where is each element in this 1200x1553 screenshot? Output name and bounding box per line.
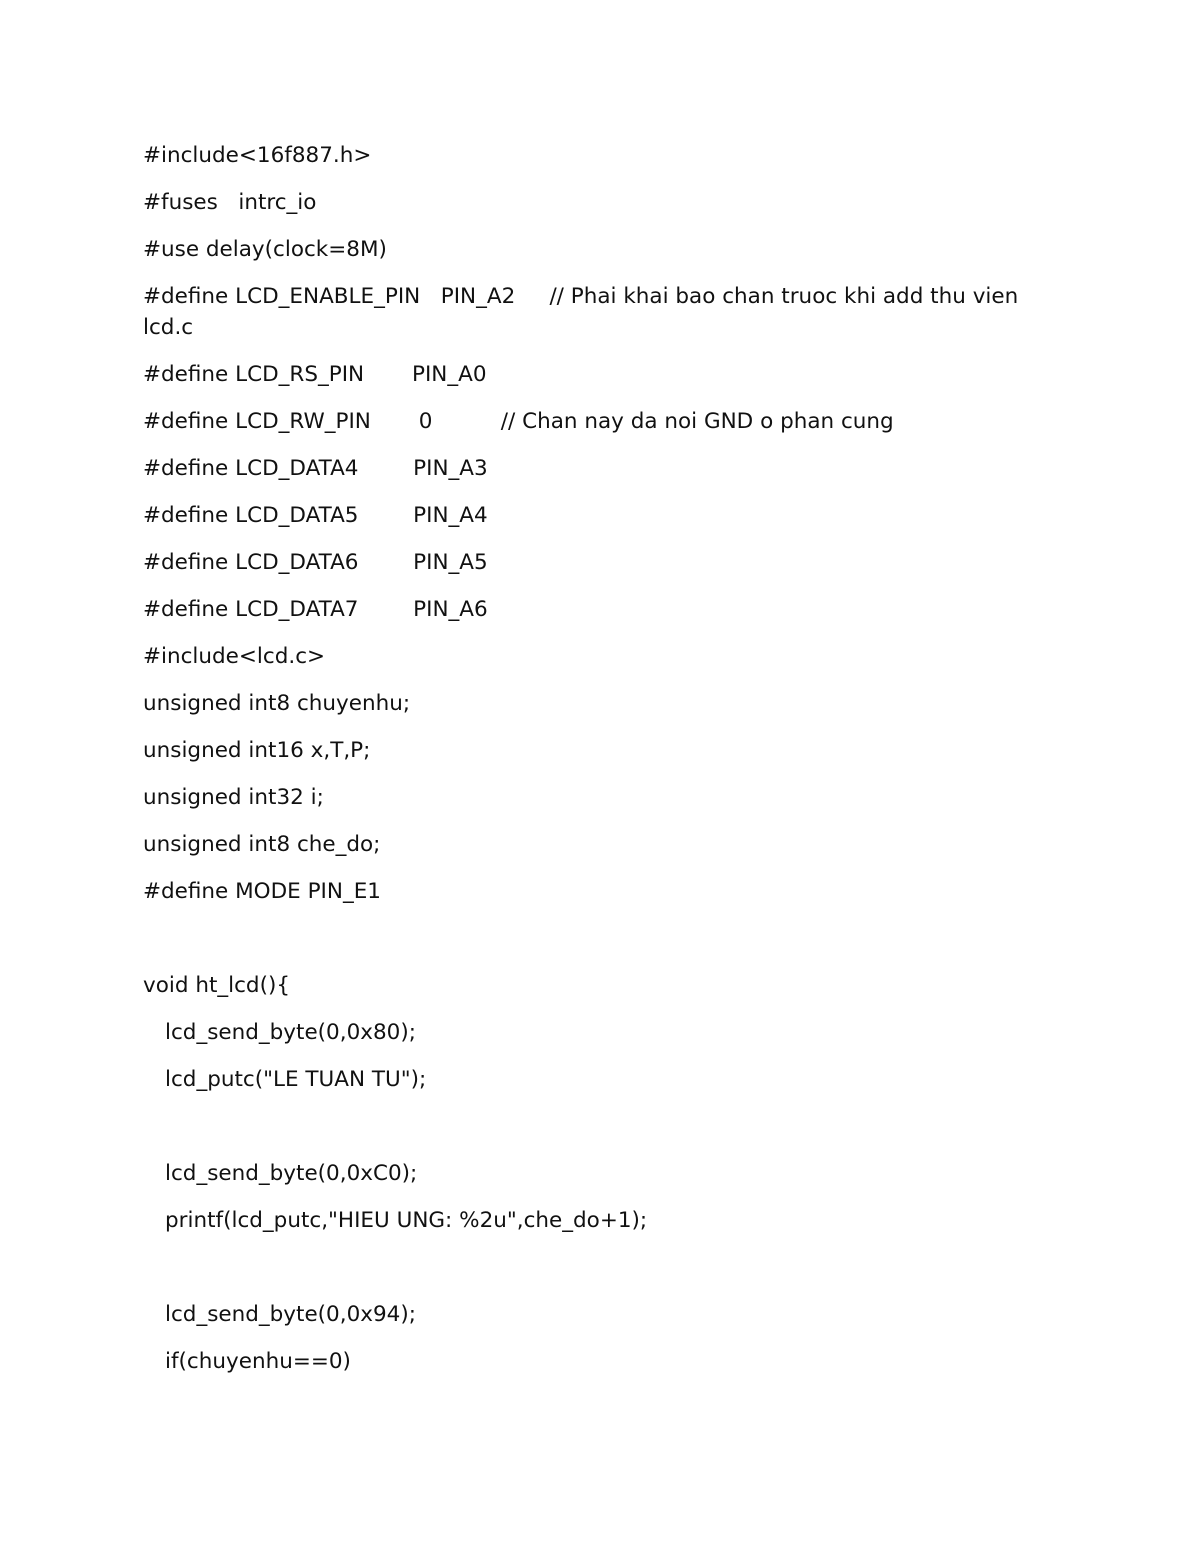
code-listing [143,140,1043,1393]
code-line-include-16f887: #include<16f887.h> [143,143,372,168]
code-line-fuses: #fuses intrc_io [143,190,317,215]
code-line-blank [143,1252,1043,1283]
code-line-define-lcd-data7: #define LCD_DATA7 PIN_A6 [143,597,488,622]
code-line-define-lcd-rs-pin: #define LCD_RS_PIN PIN_A0 [143,362,487,387]
code-line-var-chuyenhu: unsigned int8 chuyenhu; [143,691,411,716]
code-line-define-lcd-enable-pin: #define LCD_ENABLE_PIN PIN_A2 // Phai khai bao chan truoc khi add thu vien lcd.c [143,284,1026,340]
code-line-define-lcd-data4: #define LCD_DATA4 PIN_A3 [143,456,488,481]
code-line-blank [143,1111,1043,1142]
code-line-void-ht-lcd: void ht_lcd(){ [143,973,291,998]
code-line-putc-name: lcd_putc("LE TUAN TU"); [165,1067,427,1092]
code-line-var-che-do: unsigned int8 che_do; [143,832,381,857]
code-line-define-lcd-data5: #define LCD_DATA5 PIN_A4 [143,503,488,528]
code-line-if-chuyenhu: if(chuyenhu==0) [165,1349,351,1374]
code-line-use-delay: #use delay(clock=8M) [143,237,387,262]
code-line-send-byte-0x94: lcd_send_byte(0,0x94); [165,1302,416,1327]
code-line-printf-hieu-ung: printf(lcd_putc,"HIEU UNG: %2u",che_do+1); [165,1208,648,1233]
code-line-send-byte-0x80: lcd_send_byte(0,0x80); [165,1020,416,1045]
code-line-define-mode: #define MODE PIN_E1 [143,879,381,904]
code-line-send-byte-0xc0: lcd_send_byte(0,0xC0); [165,1161,418,1186]
code-line-define-lcd-data6: #define LCD_DATA6 PIN_A5 [143,550,488,575]
code-line-blank [143,923,1043,954]
code-line-var-i: unsigned int32 i; [143,785,324,810]
code-line-define-lcd-rw-pin: #define LCD_RW_PIN 0 // Chan nay da noi GND o phan cung [143,409,894,434]
code-line-include-lcd: #include<lcd.c> [143,644,326,669]
code-line-var-x-t-p: unsigned int16 x,T,P; [143,738,371,763]
